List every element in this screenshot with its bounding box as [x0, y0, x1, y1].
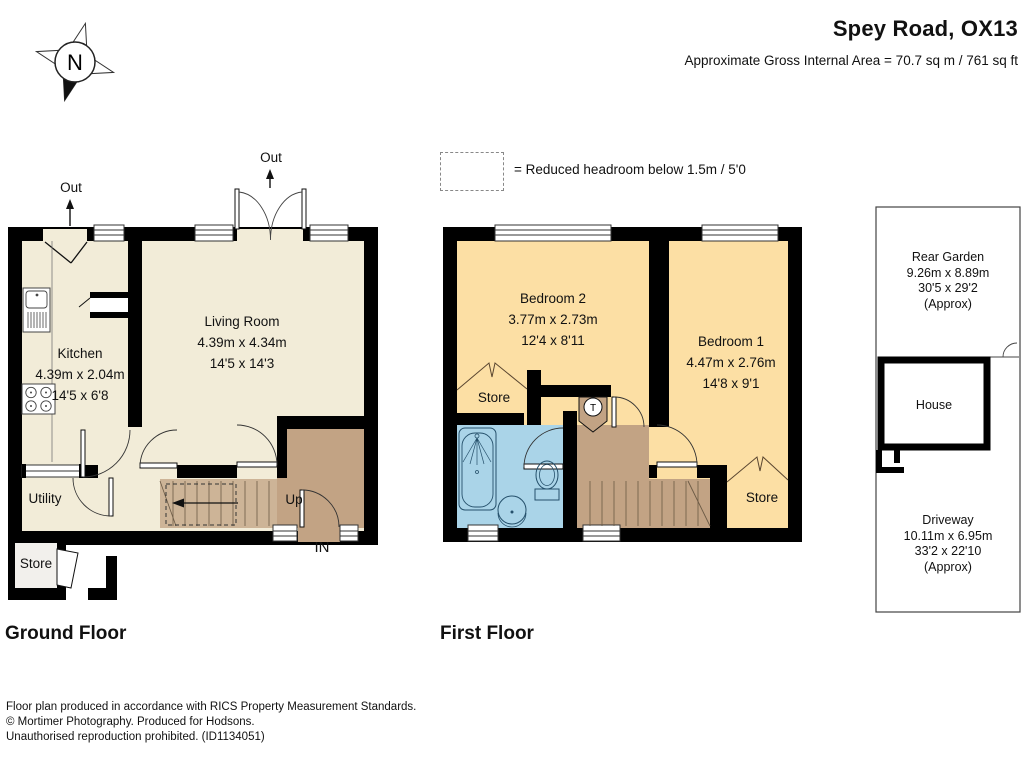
house-label: House — [915, 398, 953, 412]
reduced-headroom-legend-text: = Reduced headroom below 1.5m / 5'0 — [514, 162, 746, 177]
gf-hall-floor — [277, 428, 364, 528]
page-title: Spey Road, OX13 — [832, 16, 1018, 41]
gf-store-door — [57, 549, 78, 588]
out-arrow — [266, 169, 274, 188]
gf-window — [340, 525, 358, 541]
compass-rose-icon — [36, 23, 113, 100]
ff-store-left-label: Store — [477, 390, 511, 405]
out-label-living: Out — [260, 150, 282, 165]
first-floor-title: First Floor — [440, 623, 534, 644]
gf-french-doors — [235, 189, 306, 241]
ff-window — [495, 225, 611, 241]
gf-store-label: Store — [19, 556, 53, 571]
reduced-headroom-legend-swatch — [440, 152, 504, 191]
ff-window — [468, 525, 498, 541]
rear-garden-label: Rear Garden 9.26m x 8.89m 30'5 x 29'2 (Approx) — [906, 250, 990, 311]
kitchen-label: Kitchen 4.39m x 2.04m 14'5 x 6'8 — [35, 346, 125, 403]
ff-bathroom-floor — [457, 425, 563, 528]
gf-window — [310, 225, 348, 241]
footer-line-1: Floor plan produced in accordance with RICS Property Measurement Standards. — [6, 701, 417, 713]
gf-window — [195, 225, 233, 241]
ff-window — [583, 525, 620, 541]
sink-icon — [23, 288, 50, 332]
ground-floor-title: Ground Floor — [5, 623, 127, 644]
tank-label: T — [589, 403, 597, 414]
in-label: IN — [314, 539, 330, 556]
bedroom2-label: Bedroom 2 3.77m x 2.73m 12'4 x 8'11 — [508, 291, 598, 348]
page-subtitle: Approximate Gross Internal Area = 70.7 sq m / 761 sq ft — [684, 53, 1018, 68]
bedroom1-label: Bedroom 1 4.47m x 2.76m 14'8 x 9'1 — [686, 334, 776, 391]
compass-north-label: N — [67, 50, 83, 75]
up-label: Up — [285, 492, 303, 507]
gf-window — [273, 525, 297, 541]
footer-line-2: © Mortimer Photography. Produced for Hodsons. — [6, 716, 255, 728]
ff-store-right-label: Store — [745, 490, 779, 505]
ff-stairs-floor — [577, 479, 710, 528]
gf-window — [94, 225, 124, 241]
driveway-label: Driveway 10.11m x 6.95m 33'2 x 22'10 (Approx) — [903, 513, 993, 574]
out-label-kitchen: Out — [60, 180, 82, 195]
out-arrow — [66, 199, 74, 226]
living-room-label: Living Room 4.39m x 4.34m 14'5 x 14'3 — [197, 314, 287, 371]
ff-window — [702, 225, 778, 241]
footer-line-3: Unauthorised reproduction prohibited. (ID1134051) — [6, 731, 265, 743]
utility-label: Utility — [28, 491, 62, 506]
